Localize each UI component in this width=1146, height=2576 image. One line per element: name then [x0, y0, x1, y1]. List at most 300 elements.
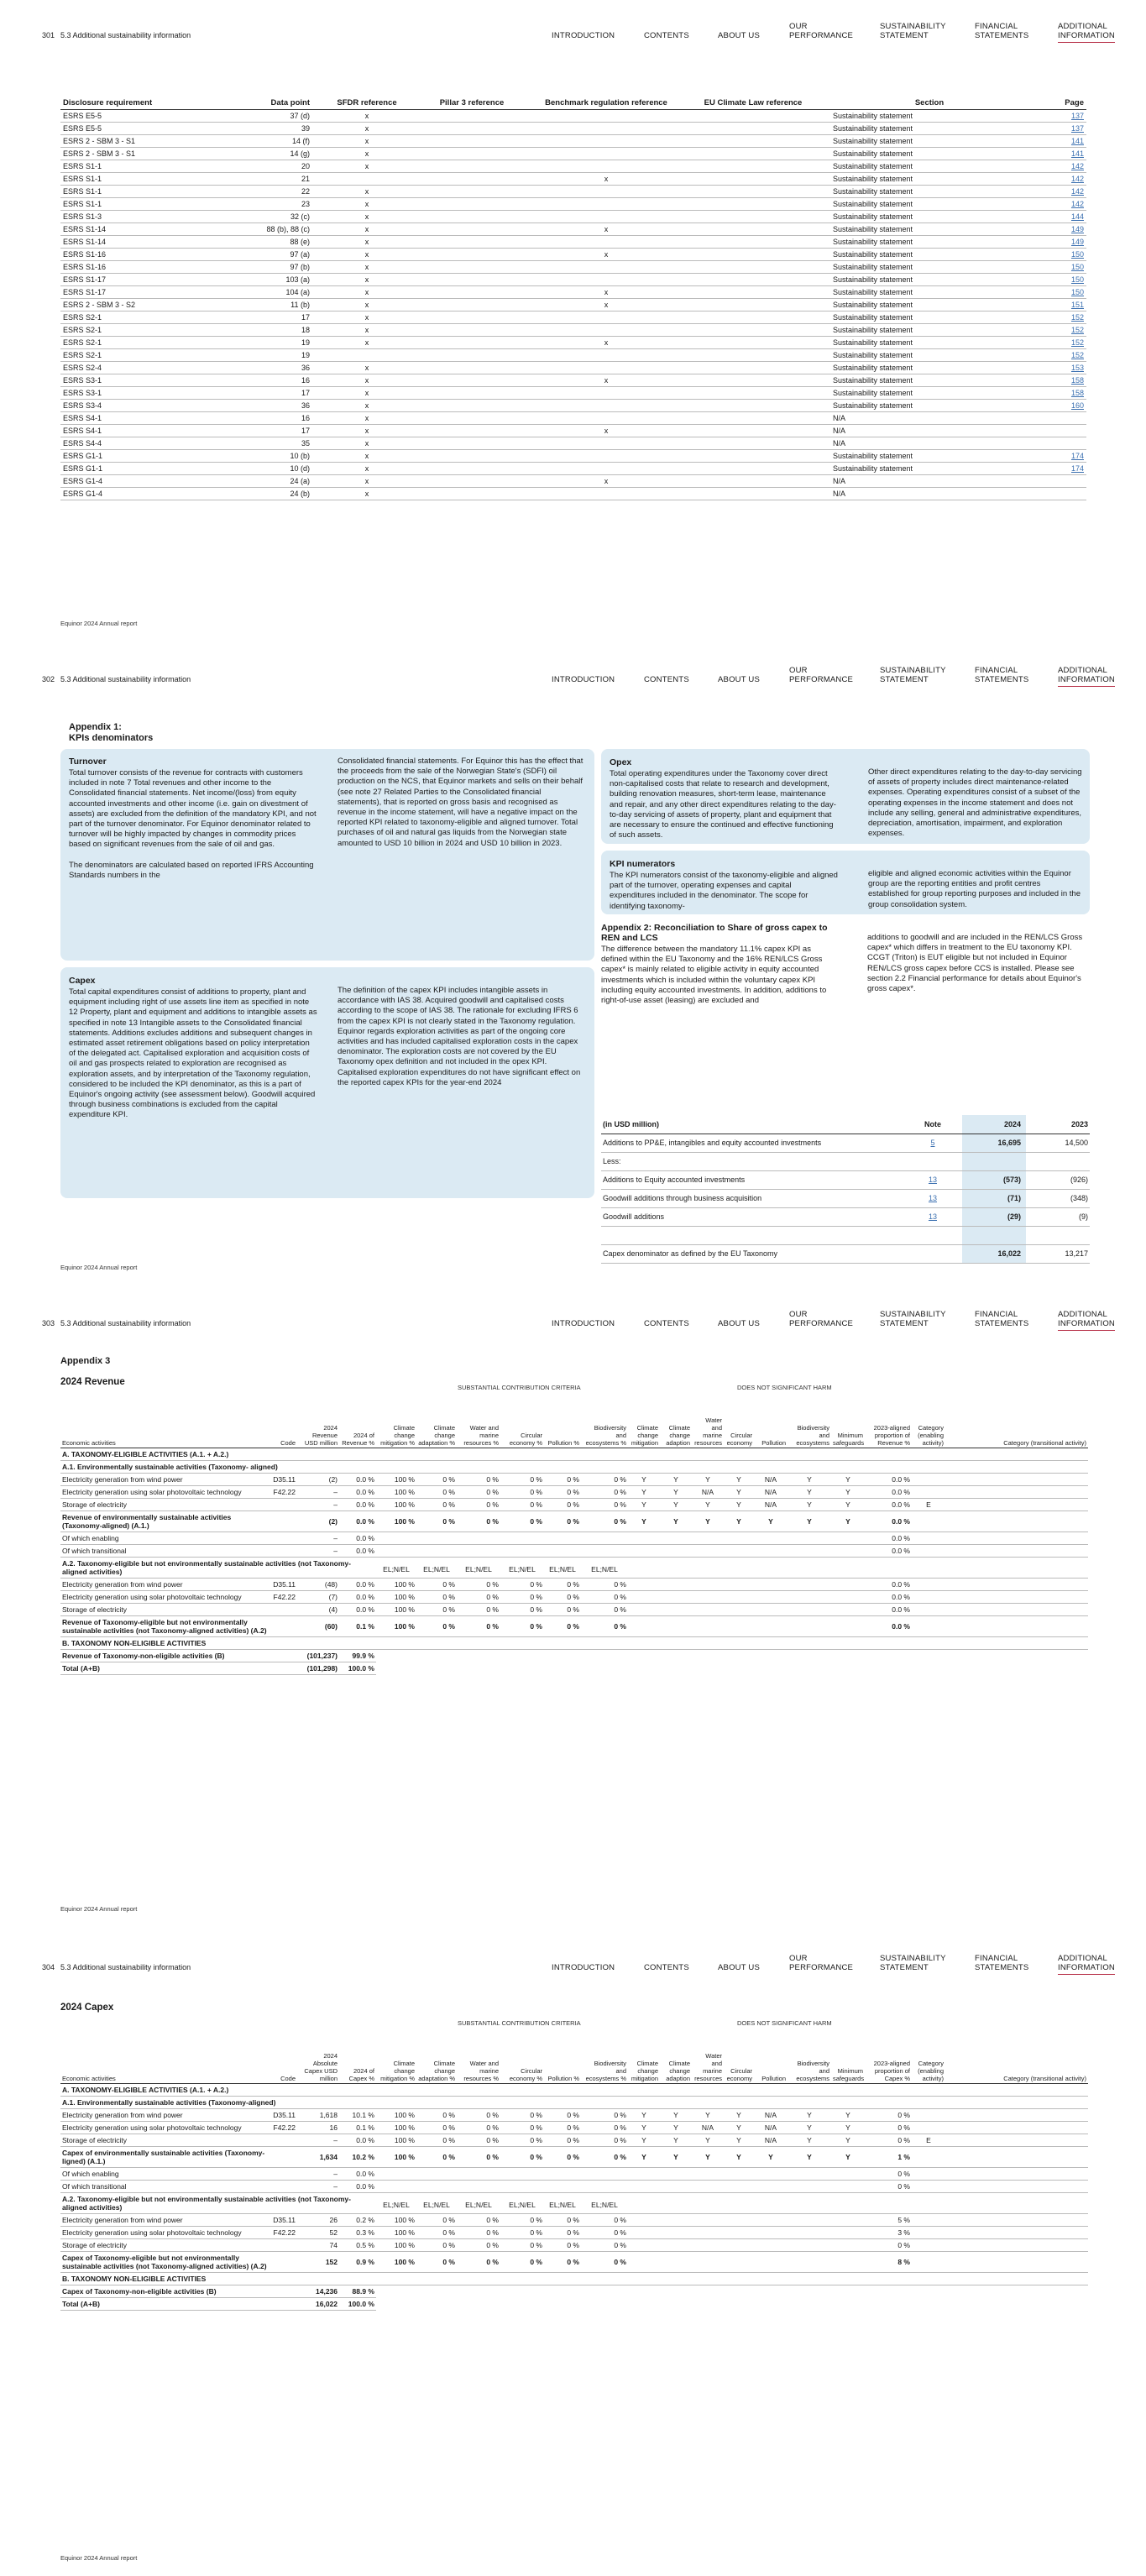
- table-cell: 0 %: [581, 1590, 628, 1603]
- rec-cell: (348): [1026, 1189, 1090, 1207]
- table-cell: Y: [831, 2146, 865, 2167]
- table-cell: [421, 236, 522, 249]
- note-link[interactable]: 13: [903, 1170, 962, 1189]
- table-cell: N/A: [816, 425, 1043, 437]
- activity-name: Of which transitional: [60, 2180, 270, 2192]
- activity-name: Storage of electricity: [60, 2134, 270, 2146]
- table-cell: [692, 2167, 724, 2180]
- table-cell: [788, 2213, 831, 2226]
- table-cell: 100 %: [376, 2238, 416, 2251]
- table-cell: [376, 1649, 416, 1662]
- page-link: [1043, 425, 1086, 437]
- table-cell: [865, 2285, 912, 2297]
- page-link[interactable]: 137: [1043, 123, 1086, 135]
- table-cell: [544, 2297, 581, 2310]
- page-link[interactable]: 152: [1043, 337, 1086, 349]
- table-cell: [376, 2180, 416, 2192]
- table-cell: [831, 1544, 865, 1557]
- table-cell: [692, 2180, 724, 2192]
- table-cell: Sustainability statement: [816, 387, 1043, 400]
- table-row: [60, 236, 1086, 249]
- page-link[interactable]: 152: [1043, 324, 1086, 337]
- table-cell: 0 %: [581, 1578, 628, 1590]
- table-cell: [628, 2251, 660, 2272]
- table-cell: [690, 261, 816, 274]
- table-cell: N/A: [754, 2108, 788, 2121]
- table-cell: [628, 2226, 660, 2238]
- table-cell: [912, 1544, 945, 1557]
- table-row: [60, 1615, 1088, 1636]
- table-cell: [788, 1544, 831, 1557]
- table-cell: [457, 1544, 500, 1557]
- note-link[interactable]: 13: [903, 1189, 962, 1207]
- footer: Equinor 2024 Annual report: [60, 1905, 138, 1913]
- nav-contents[interactable]: CONTENTS: [644, 1963, 689, 1972]
- page-link[interactable]: 141: [1043, 148, 1086, 160]
- table-cell: ESRS S1-14: [60, 236, 220, 249]
- table-cell: 1,618: [297, 2108, 339, 2121]
- table-cell: [270, 1531, 297, 1544]
- table-row: [60, 2238, 1088, 2251]
- table-row: [60, 186, 1086, 198]
- nav-about-us[interactable]: ABOUT US: [718, 675, 760, 684]
- col-header: Section: [816, 98, 1043, 110]
- table-row: [60, 1544, 1088, 1557]
- table-cell: ESRS 2 - SBM 3 - S1: [60, 135, 220, 148]
- table-row: [60, 1662, 1088, 1674]
- table-cell: [788, 2251, 831, 2272]
- column-header: Biodiversity and ecosystems %: [585, 2059, 626, 2082]
- nav-about-us[interactable]: ABOUT US: [718, 1963, 760, 1972]
- table-cell: [690, 400, 816, 412]
- table-row: [60, 123, 1086, 135]
- page-link[interactable]: 150: [1043, 274, 1086, 286]
- table-cell: 0.0 %: [339, 1473, 376, 1485]
- table-cell: [421, 274, 522, 286]
- table-cell: ESRS S2-4: [60, 362, 220, 374]
- rec-row: [601, 1152, 1090, 1170]
- table-cell: 0 %: [581, 2121, 628, 2134]
- table-cell: (2): [297, 1473, 339, 1485]
- table-cell: ESRS S3-1: [60, 387, 220, 400]
- table-cell: [692, 1662, 724, 1674]
- table-row: [60, 1448, 1088, 1460]
- table-cell: [831, 2251, 865, 2272]
- capex-title: Capex: [69, 976, 96, 986]
- el-flag: EL;N/EL: [544, 2192, 581, 2213]
- page-link[interactable]: 158: [1043, 387, 1086, 400]
- table-cell: ESRS G1-1: [60, 450, 220, 463]
- table-cell: x: [522, 223, 690, 236]
- table-cell: [522, 148, 690, 160]
- table-cell: 0 %: [416, 1615, 457, 1636]
- table-row: [60, 1498, 1088, 1511]
- table-cell: [690, 211, 816, 223]
- table-cell: 14 (f): [220, 135, 312, 148]
- table-cell: 0.0 %: [865, 1615, 912, 1636]
- activity-name: Capex of Taxonomy-eligible but not environmentally sustainable activities (not Taxonomy-aligned activities) (A.2): [60, 2251, 270, 2272]
- table-cell: –: [297, 2134, 339, 2146]
- page-link[interactable]: 149: [1043, 223, 1086, 236]
- table-cell: [912, 1590, 945, 1603]
- nav-financial-statements[interactable]: FINANCIAL STATEMENTS: [975, 22, 1029, 40]
- table-cell: D35.11: [270, 1473, 297, 1485]
- table-cell: 20: [220, 160, 312, 173]
- table-cell: (4): [297, 1603, 339, 1615]
- table-cell: 0 %: [544, 2134, 581, 2146]
- table-cell: [660, 1544, 692, 1557]
- table-cell: [522, 387, 690, 400]
- table-cell: Y: [660, 1498, 692, 1511]
- table-cell: [376, 1544, 416, 1557]
- table-cell: 8 %: [865, 2251, 912, 2272]
- column-header: Pollution %: [547, 2074, 579, 2082]
- page-link[interactable]: 142: [1043, 186, 1086, 198]
- table-cell: [500, 1544, 544, 1557]
- rec-cell: [903, 1244, 962, 1263]
- opex-text-b: Other direct expenditures relating to the day-to-day servicing of assets of property includes direct maintenance-related expenses. Operating expenditures consist of a subset of the operating expenses in the income statement and does not include any selling, general and administrative expenditures, depreciation, amortisation, impairment, and exploration expenses.: [868, 767, 1082, 839]
- nav-contents[interactable]: CONTENTS: [644, 31, 689, 40]
- table-cell: [690, 463, 816, 475]
- column-header: 2024 of Capex %: [348, 2066, 374, 2082]
- page-link[interactable]: 152: [1043, 312, 1086, 324]
- turnover-title: Turnover: [69, 757, 107, 767]
- turnover-text-a: Total turnover consists of the revenue for contracts with customers included in note 7 Total revenues and other income to the Consolidated financial statements. Net income/(loss) from equity accounted investments and other income (i.e. gain on divestment of assets) are excluded from the definition of the mandatory KPI, and not part of the turnover denominator. For Equinor denominator related to turnover will be highly impacted by changes in commodity prices based on significant revenues from the sale of oil and gas.: [69, 768, 317, 850]
- nav-sustainability-statement[interactable]: SUSTAINABILITY STATEMENT: [880, 666, 946, 684]
- table-cell: 0.0 %: [865, 1603, 912, 1615]
- page-number: 301: [42, 31, 55, 39]
- activity-name: Capex of Taxonomy-non-eligible activities (B): [60, 2285, 270, 2297]
- footer: Equinor 2024 Annual report: [60, 1264, 138, 1271]
- table-cell: [690, 249, 816, 261]
- table-row: [60, 324, 1086, 337]
- table-cell: 100 %: [376, 1498, 416, 1511]
- activity-name: Total (A+B): [60, 2297, 270, 2310]
- appendix-2-text-a: The difference between the mandatory 11.1% capex KPI as defined within the EU Taxonomy and the 16% REN/LCS Gross capex* is mainly related to eligible activity in equity accounted investments which is included within the voluntary capex KPI including equity accounted investments. In addition, additions to right-of-use asset (leasing) are excluded and: [601, 945, 827, 1006]
- table-cell: 0 %: [500, 1615, 544, 1636]
- reconciliation-table: [601, 1115, 1090, 1264]
- table-cell: 0 %: [457, 2213, 500, 2226]
- table-cell: 100 %: [376, 1615, 416, 1636]
- table-cell: Sustainability statement: [816, 110, 1043, 123]
- page-link[interactable]: 152: [1043, 349, 1086, 362]
- table-cell: [581, 1544, 628, 1557]
- nav-our-performance[interactable]: OUR PERFORMANCE: [789, 1310, 854, 1328]
- nav-introduction[interactable]: INTRODUCTION: [552, 1319, 615, 1328]
- nav-additional-information[interactable]: ADDITIONAL INFORMATION: [1058, 1310, 1115, 1331]
- table-cell: [457, 2285, 500, 2297]
- rec-cell: [962, 1226, 1026, 1244]
- table-cell: [692, 2213, 724, 2226]
- table-cell: 0 %: [457, 1485, 500, 1498]
- nav-about-us[interactable]: ABOUT US: [718, 1319, 760, 1328]
- table-cell: [270, 1649, 297, 1662]
- nav-introduction[interactable]: INTRODUCTION: [552, 675, 615, 684]
- table-cell: [500, 2297, 544, 2310]
- table-cell: Y: [692, 2146, 724, 2167]
- table-cell: [416, 1544, 457, 1557]
- table-cell: Y: [660, 2146, 692, 2167]
- table-cell: x: [312, 236, 421, 249]
- subheader-substantial: SUBSTANTIAL CONTRIBUTION CRITERIA: [458, 1384, 581, 1391]
- table-cell: 100 %: [376, 1590, 416, 1603]
- nav-introduction[interactable]: INTRODUCTION: [552, 31, 615, 40]
- kpi-text-a: The KPI numerators consist of the taxonomy-eligible and aligned part of the turnover, operating expenses and capital expenditures included in the denominator. The scope for identifying taxonomy-: [610, 871, 838, 911]
- table-cell: x: [312, 186, 421, 198]
- page-link[interactable]: 160: [1043, 400, 1086, 412]
- nav-our-performance[interactable]: OUR PERFORMANCE: [789, 666, 854, 684]
- table-cell: [660, 2167, 692, 2180]
- table-cell: Y: [754, 2146, 788, 2167]
- table-cell: x: [522, 286, 690, 299]
- capex-table: [60, 2028, 1088, 2311]
- table-cell: [912, 1531, 945, 1544]
- table-cell: ESRS S3-1: [60, 374, 220, 387]
- table-cell: [416, 1649, 457, 1662]
- page-link[interactable]: 142: [1043, 160, 1086, 173]
- table-cell: 24 (b): [220, 488, 312, 500]
- page-link[interactable]: 151: [1043, 299, 1086, 312]
- table-cell: x: [312, 223, 421, 236]
- table-cell: [690, 299, 816, 312]
- table-cell: 0.1 %: [339, 1615, 376, 1636]
- table-row: [60, 2134, 1088, 2146]
- table-cell: N/A: [816, 437, 1043, 450]
- nav-our-performance[interactable]: OUR PERFORMANCE: [789, 1954, 854, 1972]
- table-cell: Y: [788, 2121, 831, 2134]
- table-cell: Y: [628, 2134, 660, 2146]
- table-cell: [690, 312, 816, 324]
- table-cell: 100 %: [376, 1511, 416, 1531]
- nav-contents[interactable]: CONTENTS: [644, 1319, 689, 1328]
- table-cell: x: [312, 425, 421, 437]
- nav-sustainability-statement[interactable]: SUSTAINABILITY STATEMENT: [880, 1310, 946, 1328]
- page-link[interactable]: 153: [1043, 362, 1086, 374]
- table-cell: [660, 1649, 692, 1662]
- table-cell: 10.2 %: [339, 2146, 376, 2167]
- page-link[interactable]: 174: [1043, 450, 1086, 463]
- table-cell: [788, 1531, 831, 1544]
- nav-financial-statements[interactable]: FINANCIAL STATEMENTS: [975, 1954, 1029, 1972]
- page-link[interactable]: 150: [1043, 261, 1086, 274]
- table-cell: [581, 1531, 628, 1544]
- table-cell: [692, 1544, 724, 1557]
- table-row: [60, 400, 1086, 412]
- nav-sustainability-statement[interactable]: SUSTAINABILITY STATEMENT: [880, 1954, 946, 1972]
- table-cell: [544, 1531, 581, 1544]
- table-cell: [831, 1578, 865, 1590]
- column-header: Biodiversity and ecosystems: [796, 1423, 829, 1447]
- activity-name: Revenue of Taxonomy-non-eligible activities (B): [60, 1649, 270, 1662]
- table-cell: [522, 198, 690, 211]
- table-cell: Y: [754, 1511, 788, 1531]
- table-cell: [690, 236, 816, 249]
- table-cell: [500, 2167, 544, 2180]
- table-cell: 0.0 %: [339, 2180, 376, 2192]
- table-cell: [724, 2297, 754, 2310]
- table-cell: ESRS S2-1: [60, 349, 220, 362]
- table-cell: N/A: [692, 2121, 724, 2134]
- table-cell: [724, 1615, 754, 1636]
- table-cell: [660, 1615, 692, 1636]
- table-cell: Y: [660, 1485, 692, 1498]
- table-cell: 0 %: [416, 2251, 457, 2272]
- table-cell: ESRS S1-16: [60, 261, 220, 274]
- table-cell: [660, 1578, 692, 1590]
- nav-contents[interactable]: CONTENTS: [644, 675, 689, 684]
- table-cell: [628, 2167, 660, 2180]
- column-header: Circular economy %: [509, 2066, 542, 2082]
- rec-header: 2023: [1026, 1115, 1090, 1134]
- table-cell: 0 %: [457, 1590, 500, 1603]
- note-link[interactable]: 5: [903, 1134, 962, 1152]
- page-301: [0, 0, 1146, 644]
- table-cell: ESRS S2-1: [60, 312, 220, 324]
- table-cell: Sustainability statement: [816, 349, 1043, 362]
- table-cell: [270, 2146, 297, 2167]
- page-link[interactable]: 174: [1043, 463, 1086, 475]
- column-header: Circular economy: [726, 2066, 752, 2082]
- rec-row: [601, 1244, 1090, 1263]
- table-row: [60, 249, 1086, 261]
- page-link[interactable]: 142: [1043, 173, 1086, 186]
- page-link[interactable]: 142: [1043, 198, 1086, 211]
- table-cell: Sustainability statement: [816, 249, 1043, 261]
- page-link[interactable]: 149: [1043, 236, 1086, 249]
- table-cell: Y: [724, 2108, 754, 2121]
- nav-sustainability-statement[interactable]: SUSTAINABILITY STATEMENT: [880, 22, 946, 40]
- table-cell: 0 %: [500, 1485, 544, 1498]
- table-cell: Sustainability statement: [816, 463, 1043, 475]
- table-cell: 0.0 %: [339, 1603, 376, 1615]
- table-cell: [945, 2134, 1088, 2146]
- table-cell: Sustainability statement: [816, 223, 1043, 236]
- nav-financial-statements[interactable]: FINANCIAL STATEMENTS: [975, 1310, 1029, 1328]
- table-cell: 0.5 %: [339, 2238, 376, 2251]
- table-row: [60, 2297, 1088, 2310]
- col-header: EU Climate Law reference: [690, 98, 816, 110]
- table-cell: 0 %: [865, 2121, 912, 2134]
- table-cell: 0 %: [581, 2251, 628, 2272]
- table-cell: 0 %: [544, 1615, 581, 1636]
- table-cell: 0 %: [457, 2108, 500, 2121]
- page-link[interactable]: 150: [1043, 249, 1086, 261]
- section-heading: B. TAXONOMY NON-ELIGIBLE ACTIVITIES: [60, 2272, 339, 2285]
- activity-name: Storage of electricity: [60, 1603, 270, 1615]
- column-header: Pollution: [761, 1438, 786, 1447]
- table-cell: x: [312, 261, 421, 274]
- table-cell: x: [312, 475, 421, 488]
- turnover-box: [60, 749, 594, 961]
- page-link: [1043, 475, 1086, 488]
- table-cell: [945, 1531, 1088, 1544]
- nav-additional-information[interactable]: ADDITIONAL INFORMATION: [1058, 1954, 1115, 1975]
- table-cell: 0 %: [457, 1615, 500, 1636]
- table-cell: 17: [220, 312, 312, 324]
- activity-name: Storage of electricity: [60, 1498, 270, 1511]
- table-row: [60, 1578, 1088, 1590]
- nav-introduction[interactable]: INTRODUCTION: [552, 1963, 615, 1972]
- table-cell: F42.22: [270, 2226, 297, 2238]
- el-flag: EL;N/EL: [376, 1557, 416, 1578]
- table-row: [60, 488, 1086, 500]
- nav-our-performance[interactable]: OUR PERFORMANCE: [789, 22, 854, 40]
- table-cell: N/A: [754, 1473, 788, 1485]
- table-row: [60, 387, 1086, 400]
- table-cell: ESRS S1-1: [60, 173, 220, 186]
- table-cell: [945, 1662, 1088, 1674]
- page-link[interactable]: 141: [1043, 135, 1086, 148]
- rec-row: [601, 1226, 1090, 1244]
- note-link[interactable]: 13: [903, 1207, 962, 1226]
- nav-about-us[interactable]: ABOUT US: [718, 31, 760, 40]
- activity-name: Of which enabling: [60, 1531, 270, 1544]
- table-cell: 0 %: [500, 1498, 544, 1511]
- page-link[interactable]: 144: [1043, 211, 1086, 223]
- table-cell: x: [312, 437, 421, 450]
- rec-cell: [903, 1152, 962, 1170]
- nav-financial-statements[interactable]: FINANCIAL STATEMENTS: [975, 666, 1029, 684]
- table-cell: Sustainability statement: [816, 186, 1043, 198]
- table-cell: [457, 2167, 500, 2180]
- table-cell: N/A: [754, 2121, 788, 2134]
- table-cell: ESRS S2-1: [60, 324, 220, 337]
- page-304: [0, 1932, 1146, 2576]
- table-row: [60, 2192, 1088, 2213]
- table-cell: [522, 362, 690, 374]
- table-row: [60, 286, 1086, 299]
- table-cell: [628, 1578, 660, 1590]
- table-cell: 0 %: [500, 2226, 544, 2238]
- table-cell: [270, 1615, 297, 1636]
- table-cell: (7): [297, 1590, 339, 1603]
- nav-additional-information[interactable]: ADDITIONAL INFORMATION: [1058, 666, 1115, 687]
- table-cell: [376, 2297, 416, 2310]
- table-row: [60, 1649, 1088, 1662]
- table-cell: [522, 110, 690, 123]
- table-cell: [312, 349, 421, 362]
- table-cell: 0 %: [581, 2213, 628, 2226]
- table-cell: ESRS S1-14: [60, 223, 220, 236]
- rec-row: [601, 1134, 1090, 1152]
- activity-name: Electricity generation using solar photovoltaic technology: [60, 2121, 270, 2134]
- column-header: Category (transitional activity): [1003, 2074, 1086, 2082]
- table-cell: 100.0 %: [339, 2297, 376, 2310]
- page-link[interactable]: 137: [1043, 110, 1086, 123]
- table-cell: Sustainability statement: [816, 324, 1043, 337]
- table-cell: x: [312, 211, 421, 223]
- nav-additional-information[interactable]: ADDITIONAL INFORMATION: [1058, 22, 1115, 43]
- section-heading: A.2. Taxonomy-eligible but not environmentally sustainable activities (not Taxonomy-aligned activities): [60, 1557, 376, 1578]
- table-row: [60, 475, 1086, 488]
- table-cell: [754, 1531, 788, 1544]
- table-cell: [724, 2226, 754, 2238]
- column-header: Category (enabling activity): [918, 1423, 944, 1447]
- table-row: [60, 1511, 1088, 1531]
- page-link[interactable]: 158: [1043, 374, 1086, 387]
- table-cell: [690, 450, 816, 463]
- table-cell: [628, 1531, 660, 1544]
- table-cell: [457, 1662, 500, 1674]
- table-cell: [421, 412, 522, 425]
- table-cell: 3 %: [865, 2226, 912, 2238]
- table-cell: [421, 223, 522, 236]
- el-flag: EL;N/EL: [416, 2192, 457, 2213]
- table-cell: x: [312, 160, 421, 173]
- table-cell: [581, 2180, 628, 2192]
- page-link[interactable]: 150: [1043, 286, 1086, 299]
- table-cell: [522, 135, 690, 148]
